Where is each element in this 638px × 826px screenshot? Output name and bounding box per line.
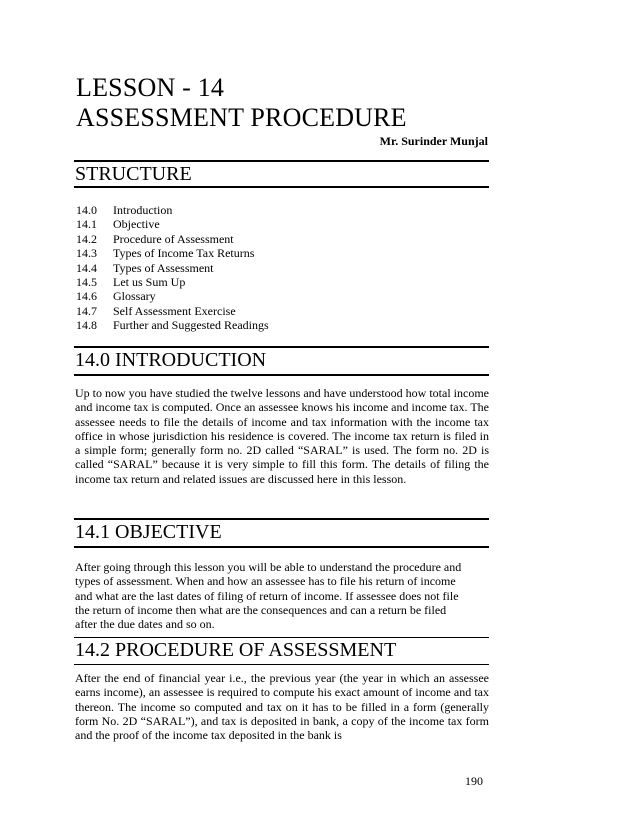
list-item: 14.5 Let us Sum Up: [76, 275, 186, 290]
introduction-heading-text: 14.0 INTRODUCTION: [75, 349, 267, 371]
objective-paragraph: After going through this lesson you will be able to understand the procedure and types of assessment. When and how an assessee has to file his return of income and what are the last dates of filing of return of income. If assessee does not file the return of income then what are the consequences and can a return be filed after the due dates and so on.: [75, 560, 462, 632]
list-item: 14.4 Types of Assessment: [76, 260, 214, 275]
lesson-name: ASSESSMENT PROCEDURE: [76, 103, 407, 132]
structure-list: [76, 203, 486, 333]
list-item: 14.0 Introduction: [76, 203, 173, 217]
list-item: 14.1 Objective: [76, 217, 160, 232]
structure-heading: [74, 160, 489, 188]
procedure-heading-text: 14.2 PROCEDURE OF ASSESSMENT: [75, 639, 397, 661]
list-item: 14.8 Further and Suggested Readings: [76, 318, 269, 333]
introduction-heading: [74, 346, 489, 376]
list-item: 14.2 Procedure of Assessment: [76, 231, 234, 246]
structure-heading-text: STRUCTURE: [75, 163, 192, 185]
author-name: Mr. Surinder Munjal: [379, 134, 488, 148]
list-item: 14.7 Self Assessment Exercise: [76, 303, 236, 318]
lesson-title: [76, 73, 407, 133]
page-number: 190: [465, 774, 483, 788]
list-item: 14.6 Glossary: [76, 289, 156, 304]
objective-heading-text: 14.1 OBJECTIVE: [75, 521, 222, 543]
procedure-paragraph: After the end of financial year i.e., the previous year (the year in which an assessee earns income), an assessee is required to compute his exact amount of income and tax thereon. The income so computed and tax on it has to be filled in a form (generally form No. 2D “SARAL”), and tax is deposited in bank, a copy of the income tax form and the proof of the income tax deposited in the bank is: [75, 671, 489, 743]
lesson-number: LESSON - 14: [76, 73, 225, 102]
list-item: 14.3 Types of Income Tax Returns: [76, 246, 255, 261]
procedure-heading: [74, 637, 489, 665]
introduction-paragraph: Up to now you have studied the twelve lessons and have understood how total income and income tax is computed. Once an assessee knows his income and income tax. The assessee needs to file the details of income and tax information with the income tax office in whose jurisdiction his residence is covered. The income tax return is filed in a simple form; generally form no. 2D called “SARAL” is used. The form no. 2D is called “SARAL” because it is very simple to fill this form. The details of filing the income tax return and related issues are discussed here in this lesson.: [75, 386, 489, 486]
objective-heading: [74, 518, 489, 548]
